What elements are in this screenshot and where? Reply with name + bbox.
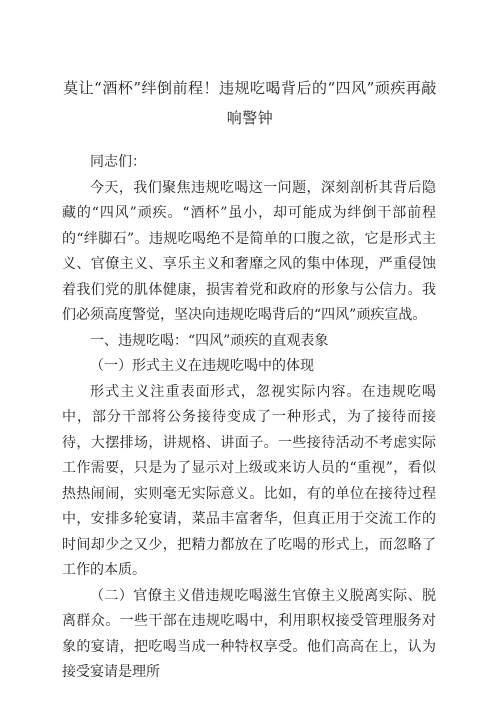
salutation: 同志们： xyxy=(90,154,146,170)
subsection-heading-1: （一）形式主义在违规吃喝中的体现 xyxy=(90,358,314,374)
paragraph-formalism: 形式主义注重表面形式，忽视实际内容。在违规吃喝中，部分干部将公务接待变成了一种形式，为了接待而接待，大摆排场，讲规格、讲面子。一些接待活动不考虑实际工作需要，只是为了显示对上级或来访人员的“重视”，看似热热闹闹，实则毫无实际意义。比如，有的单位在接待过程中，安排多轮宴请，菜品丰富奢华，但真正用于交流工作的时间却少之又少，把精力都放在了吃喝的形式上，而忽略了工作的本质。 xyxy=(62,383,436,578)
section-heading-1: 一、违规吃喝：“四风”顽疾的直观表象 xyxy=(90,332,329,349)
paragraph-bureaucratism: （二）官僚主义借违规吃喝滋生官僚主义脱离实际、脱离群众。一些干部在违规吃喝中，利用职权接受管理服务对象的宴请，把吃喝当成一种特权享受。他们高高在上，认为接受宴请是理所 xyxy=(62,587,436,680)
document-title: 莫让“酒杯”绊倒前程！违规吃喝背后的“四风”顽疾再敲响警钟 xyxy=(63,79,437,127)
document-body xyxy=(62,150,436,686)
paragraph-intro: 今天，我们聚焦违规吃喝这一问题，深刻剖析其背后隐藏的“四风”顽疾。“酒杯”虽小，却可能成为绊倒干部前程的“绊脚石”。违规吃喝绝不是简单的口腹之欲，它是形式主义、官僚主义、享乐主义和奢靡之风的集中体现，严重侵蚀着我们党的肌体健康，损害着党和政府的形象与公信力。我们必须高度警觉，坚决向违规吃喝背后的“四风”顽疾宣战。 xyxy=(62,179,436,323)
